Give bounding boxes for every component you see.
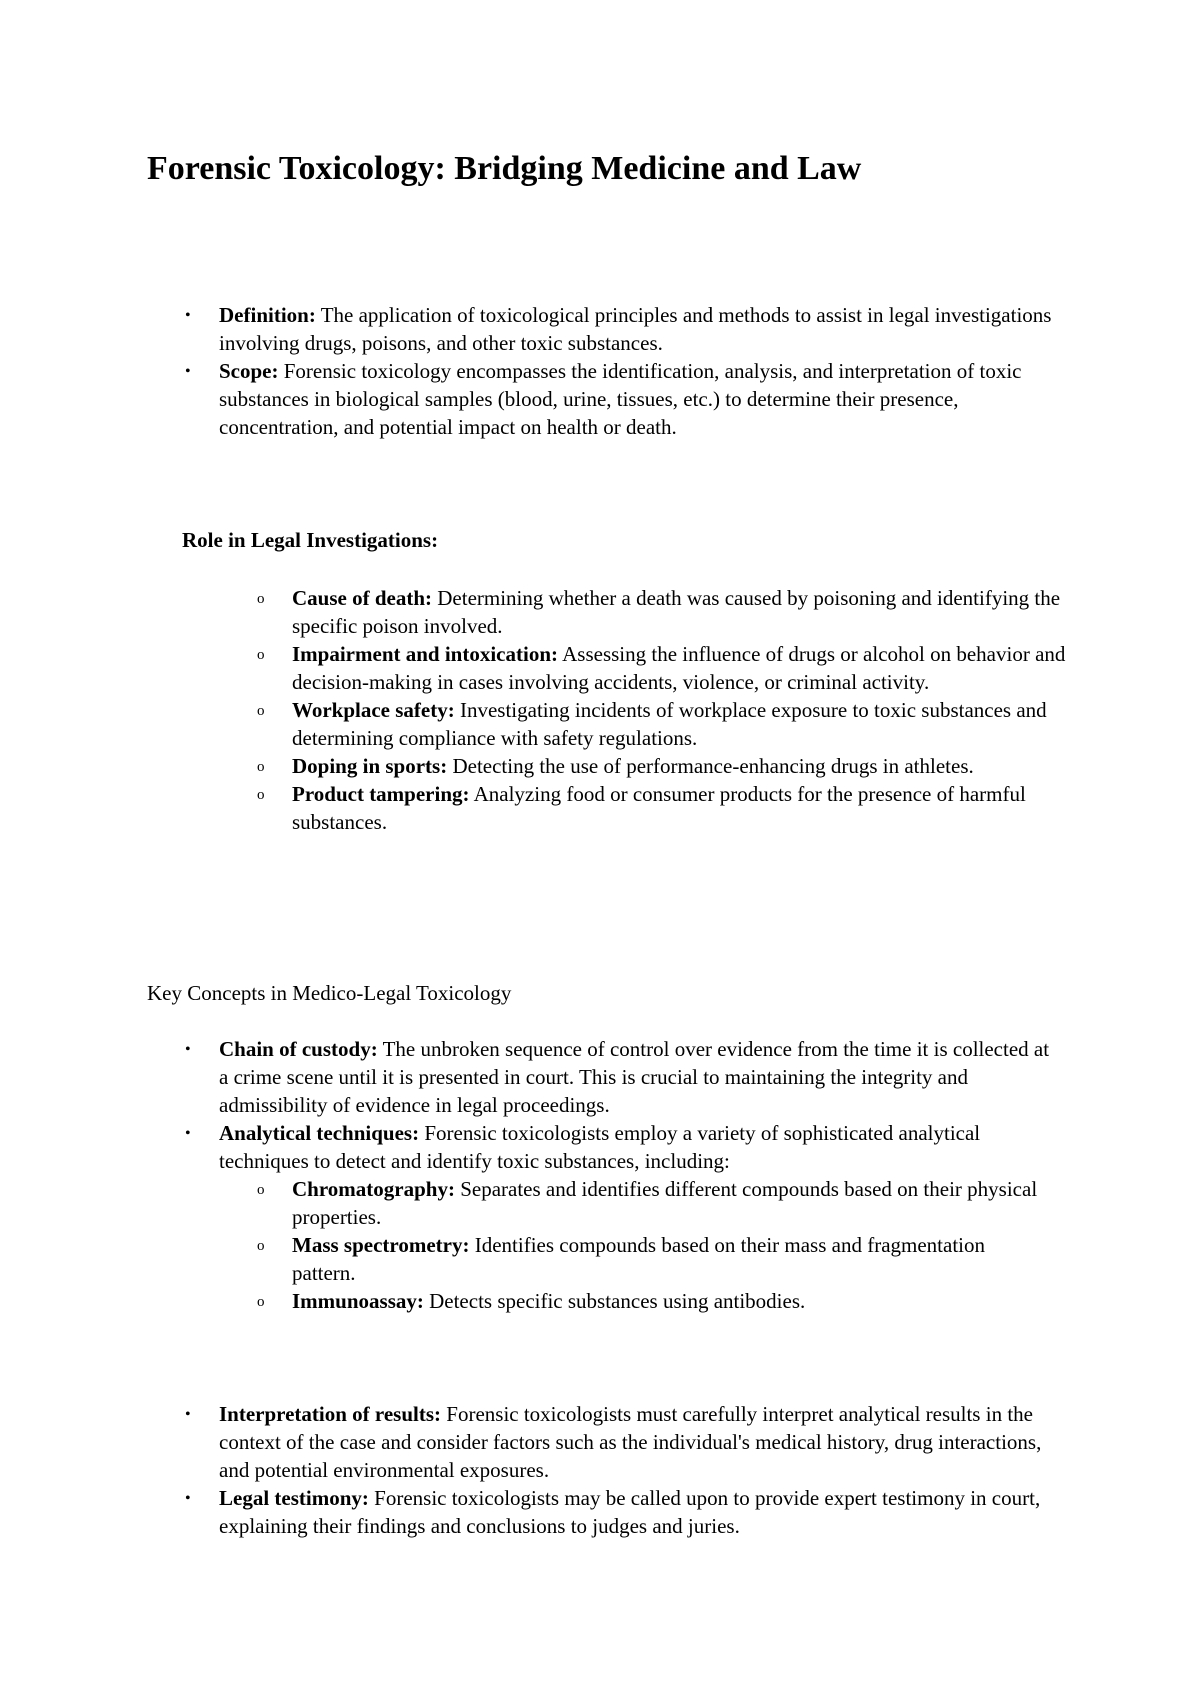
circle-marker: o: [257, 759, 265, 775]
circle-marker: o: [257, 787, 265, 803]
role-list: [257, 584, 1092, 836]
bullet-marker: •: [185, 1041, 191, 1058]
item-text: Forensic toxicologists may be called upon to provide expert testimony in court, explaining their findings and conclusions to judges and juries.: [219, 1486, 1041, 1538]
technique-item-chromatography: [257, 1175, 1052, 1231]
role-item-cause-of-death: [257, 584, 1092, 640]
item-text: Investigating incidents of workplace exposure to toxic substances and determining compliance with safety regulations.: [292, 698, 1047, 750]
item-label: Scope:: [219, 359, 279, 383]
bullet-marker: •: [185, 1406, 191, 1423]
item-text: Forensic toxicologists must carefully interpret analytical results in the context of the case and consider factors such as the individual's medical history, drug interactions, and potential environmental exposures.: [219, 1402, 1042, 1482]
role-item-workplace-safety: [257, 696, 1062, 752]
document-title: Forensic Toxicology: Bridging Medicine and Law: [147, 150, 862, 187]
item-label: Chromatography:: [292, 1177, 455, 1201]
item-text: Detecting the use of performance-enhancing drugs in athletes.: [447, 754, 974, 778]
concepts-list: [185, 1035, 1079, 1175]
item-text: Detects specific substances using antibodies.: [423, 1289, 806, 1313]
item-text: Identifies compounds based on their mass and fragmentation pattern.: [292, 1233, 986, 1285]
intro-item-definition: [185, 301, 1079, 357]
item-label: Legal testimony:: [219, 1486, 369, 1510]
circle-marker: o: [257, 647, 265, 663]
item-label: Impairment and intoxication:: [292, 642, 559, 666]
item-label: Chain of custody:: [219, 1037, 378, 1061]
item-label: Definition:: [219, 303, 316, 327]
item-text: Analyzing food or consumer products for the presence of harmful substances.: [292, 782, 1026, 834]
bullet-marker: •: [185, 307, 191, 324]
concept-item-interpretation: [185, 1400, 1069, 1484]
role-item-impairment: [257, 640, 1072, 696]
item-label: Analytical techniques:: [219, 1121, 420, 1145]
intro-item-scope: [185, 357, 1079, 441]
item-label: Cause of death:: [292, 586, 432, 610]
techniques-list: [257, 1175, 1052, 1315]
closing-list: [185, 1400, 1069, 1540]
item-label: Mass spectrometry:: [292, 1233, 470, 1257]
role-item-product-tampering: [257, 780, 1092, 836]
item-text: Forensic toxicologists employ a variety of sophisticated analytical techniques to detect and identify toxic substances, including:: [219, 1121, 981, 1173]
bullet-marker: •: [185, 363, 191, 380]
circle-marker: o: [257, 591, 265, 607]
bullet-marker: •: [185, 1125, 191, 1142]
circle-marker: o: [257, 1294, 265, 1310]
item-label: Immunoassay:: [292, 1289, 424, 1313]
bullet-marker: •: [185, 1490, 191, 1507]
item-text: Assessing the influence of drugs or alcohol on behavior and decision-making in cases involving accidents, violence, or criminal activity.: [292, 642, 1066, 694]
concept-item-chain-of-custody: [185, 1035, 1059, 1119]
item-text: Separates and identifies different compounds based on their physical properties.: [292, 1177, 1038, 1229]
circle-marker: o: [257, 703, 265, 719]
item-label: Doping in sports:: [292, 754, 448, 778]
circle-marker: o: [257, 1182, 265, 1198]
intro-list: [185, 301, 1079, 441]
item-label: Product tampering:: [292, 782, 470, 806]
role-heading: Role in Legal Investigations:: [182, 528, 439, 552]
item-text: The application of toxicological principles and methods to assist in legal investigations involving drugs, poisons, and other toxic substances.: [219, 303, 1052, 355]
item-text: Determining whether a death was caused by poisoning and identifying the specific poison involved.: [292, 586, 1061, 638]
circle-marker: o: [257, 1238, 265, 1254]
item-text: The unbroken sequence of control over evidence from the time it is collected at a crime scene until it is presented in court. This is crucial to maintaining the integrity and admissibility of evidence in legal proceedings.: [219, 1037, 1050, 1117]
technique-item-mass-spectrometry: [257, 1231, 992, 1287]
concept-item-analytical-techniques: [185, 1119, 1019, 1175]
item-label: Workplace safety:: [292, 698, 455, 722]
item-text: Forensic toxicology encompasses the identification, analysis, and interpretation of toxic substances in biological samples (blood, urine, tissues, etc.) to determine their presence, concentration, and potential impact on health or death.: [219, 359, 1022, 439]
technique-item-immunoassay: [257, 1287, 1052, 1315]
concept-item-legal-testimony: [185, 1484, 1049, 1540]
item-label: Interpretation of results:: [219, 1402, 442, 1426]
role-item-doping: [257, 752, 1012, 780]
key-concepts-heading: Key Concepts in Medico-Legal Toxicology: [147, 981, 512, 1005]
